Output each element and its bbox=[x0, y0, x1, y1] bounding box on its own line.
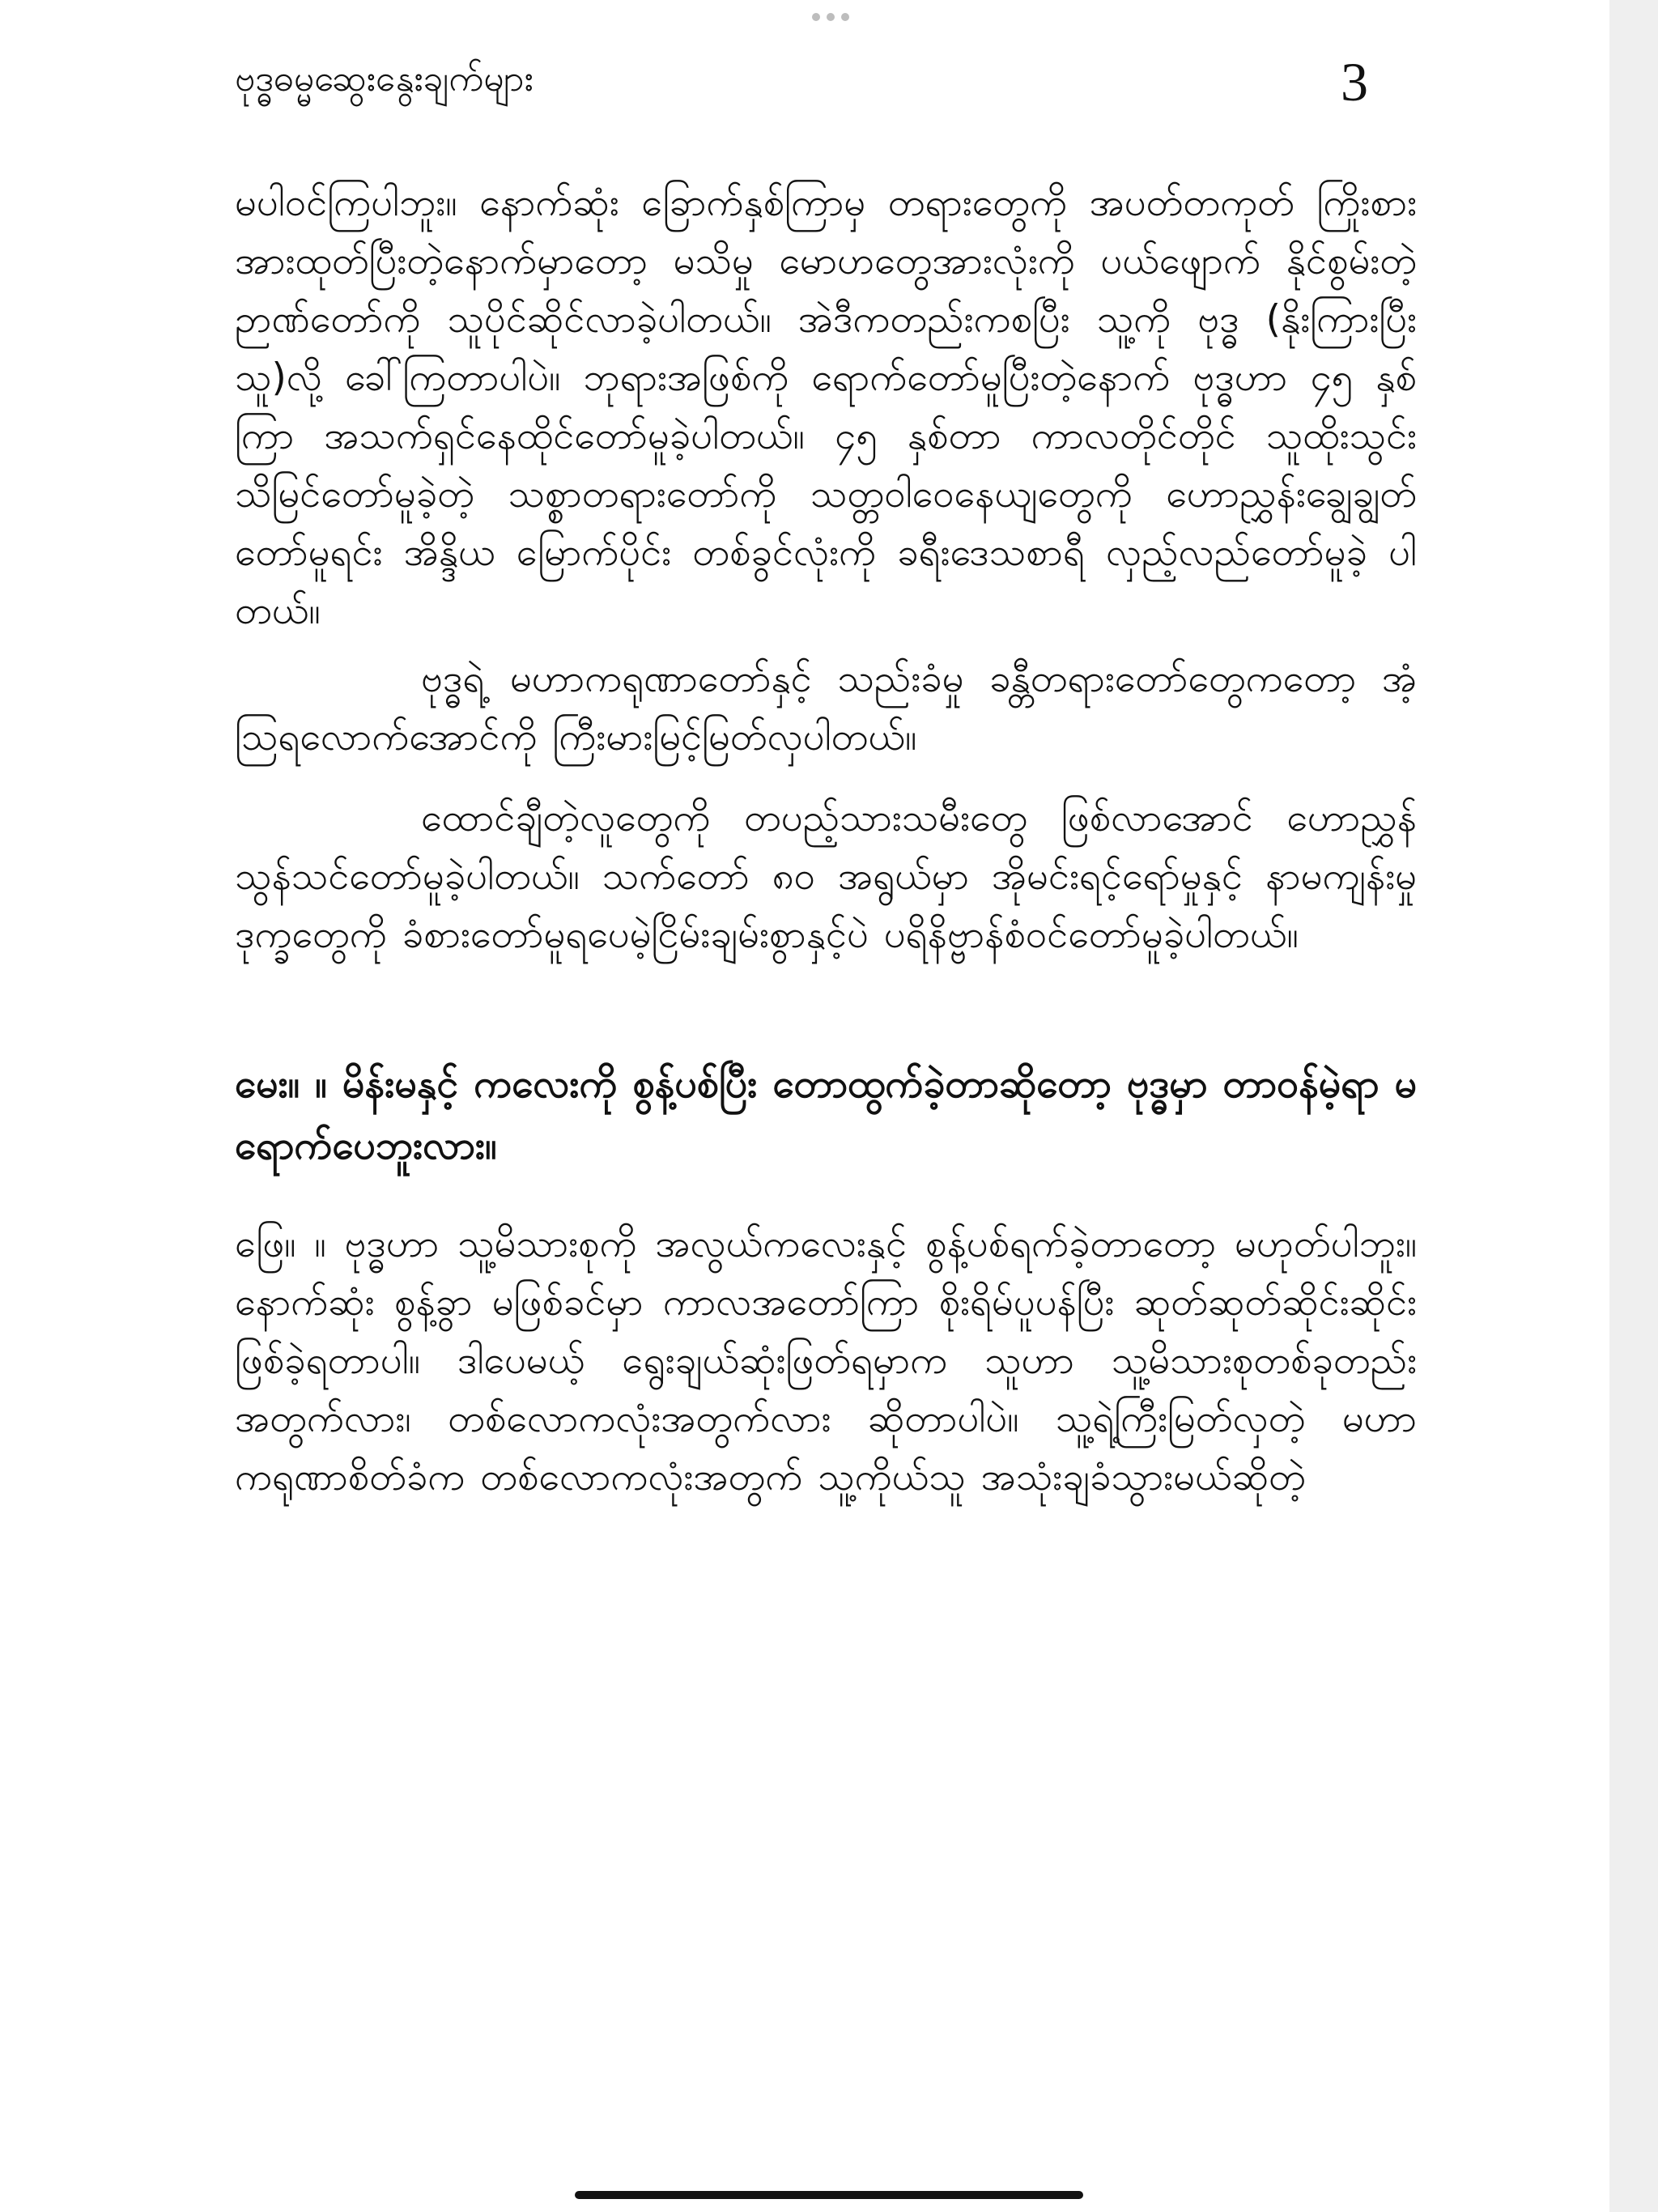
more-options-icon[interactable] bbox=[812, 11, 849, 23]
running-header-title: ဗုဒ္ဓဓမ္မဆွေးနွေးချက်များ bbox=[235, 58, 534, 100]
more-options-dot bbox=[827, 13, 835, 21]
page-body bbox=[235, 174, 1417, 1507]
page-edge-margin bbox=[1609, 0, 1658, 2212]
more-options-dot bbox=[812, 13, 820, 21]
answer-paragraph: ဖြေ။ ။ ဗုဒ္ဓဟာ သူ့မိသားစုကို အလွယ်ကလေးနှင့် စွန့်ပစ်ရက်ခဲ့တာတော့ မဟုတ်ပါဘူး။ နောက်ဆုံး စွန့်ခွာ မဖြစ်ခင်မှာ ကာလအတော်ကြာ စိုးရိမ်ပူပန်ပြီး ဆုတ်ဆုတ်ဆိုင်းဆိုင်း ဖြစ်ခဲ့ရတာပါ။ ဒါပေမယ့် ရွေးချယ်ဆုံးဖြတ်ရမှာက သူဟာ သူ့မိသားစုတစ်ခုတည်းအတွက်လား၊ တစ်လောကလုံးအတွက်လား ဆိုတာပါပဲ။ သူ့ရဲ့ကြီးမြတ်လှတဲ့ မဟာကရုဏာစိတ်ခံက တစ်လောကလုံးအတွက် သူ့ကိုယ်သူ အသုံးချခံသွားမယ်ဆိုတဲ့ bbox=[235, 1222, 1417, 1499]
more-options-dot bbox=[841, 13, 849, 21]
body-paragraph: ထောင်ချီတဲ့လူတွေကို တပည့်သားသမီးတွေ ဖြစ်လာအောင် ဟောညွှန်သွန်သင်တော်မူခဲ့ပါတယ်။ သက်တော် ၈၀ အရွယ်မှာ အိုမင်းရင့်ရော်မှုနှင့် နာမကျန်းမှုဒုက္ခတွေကို ခံစားတော်မူရပေမဲ့ငြိမ်းချမ်းစွာနှင့်ပဲ ပရိနိဗ္ဗာန်စံဝင်တော်မူခဲ့ပါတယ်။ bbox=[235, 796, 1417, 957]
body-paragraph: ဗုဒ္ဓရဲ့ မဟာကရုဏာတော်နှင့် သည်းခံမှု ခန္တီတရားတော်တွေကတော့ အံ့သြရလောက်အောင်ကို ကြီးမားမြင့်မြတ်လှပါတယ်။ bbox=[235, 657, 1417, 759]
page-number: 3 bbox=[1341, 51, 1368, 113]
question-heading: မေး။ ။ မိန်းမနှင့် ကလေးကို စွန့်ပစ်ပြီး တောထွက်ခဲ့တာဆိုတော့ ဗုဒ္ဓမှာ တာဝန်မဲ့ရာ မရောက်ပေဘူးလား။ bbox=[235, 1061, 1417, 1168]
body-paragraph: မပါဝင်ကြပါဘူး။ နောက်ဆုံး ခြောက်နှစ်ကြာမှ တရားတွေကို အပတ်တကုတ် ကြိုးစားအားထုတ်ပြီးတဲ့နောက်မှာတော့ မသိမှု မောဟတွေအားလုံးကို ပယ်ဖျောက် နိုင်စွမ်းတဲ့ ဉာဏ်တော်ကို သူပိုင်ဆိုင်လာခဲ့ပါတယ်။ အဲဒီကတည်းကစပြီး သူ့ကို ဗုဒ္ဓ (နိုးကြားပြီးသူ)လို့ ခေါ်ကြတာပါပဲ။ ဘုရားအဖြစ်ကို ရောက်တော်မူပြီးတဲ့နောက် ဗုဒ္ဓဟာ ၄၅ နှစ်ကြာ အသက်ရှင်နေထိုင်တော်မူခဲ့ပါတယ်။ ၄၅ နှစ်တာ ကာလတိုင်တိုင် သူထိုးသွင်းသိမြင်တော်မူခဲ့တဲ့ သစ္စာတရားတော်ကို သတ္တဝါဝေနေယျတွေကို ဟောညွှန်းချွေချွတ်တော်မူရင်း အိန္ဒိယ မြောက်ပိုင်း တစ်ခွင်လုံးကို ခရီးဒေသစာရီ လှည့်လည်တော်မူခဲ့ ပါတယ်။ bbox=[235, 181, 1417, 633]
home-indicator[interactable] bbox=[575, 2191, 1083, 2199]
